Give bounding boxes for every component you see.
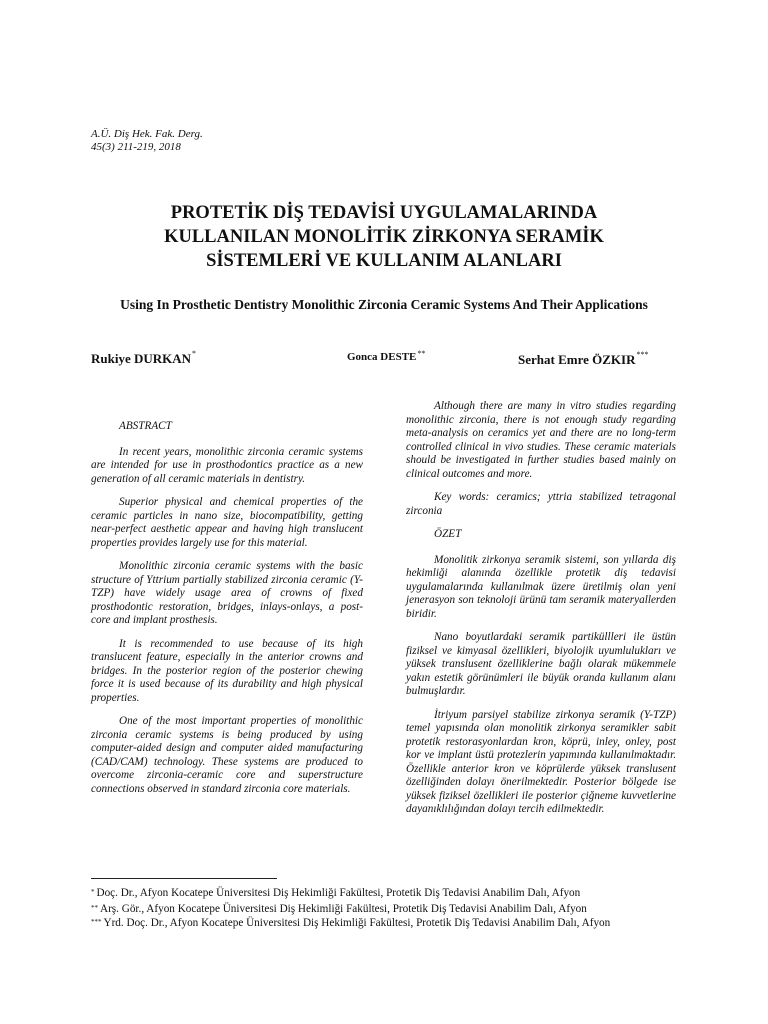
- author-mark: *: [192, 349, 197, 358]
- article-title: [80, 201, 688, 273]
- abstract-paragraph: One of the most important properties of monolithic zirconia ceramic systems is being produced by using computer-aided design and computer aided manufacturing (CAD/CAM) technology. These systems are produced to overcome zirconia-ceramic core and superstructure connections observed in standard zirconia core materials.: [91, 715, 363, 795]
- journal-name: A.Ü. Diş Hek. Fak. Derg.: [91, 128, 203, 140]
- abstract-heading: ABSTRACT: [119, 420, 172, 432]
- author-1: [91, 351, 196, 367]
- footnote-mark: *: [91, 888, 95, 896]
- abstract-paragraph: It is recommended to use because of its high translucent feature, especially in the anterior crowns and bridges. In the posterior region of the posterior chewing force it is used because of its durability and high physical properties.: [91, 637, 363, 704]
- ozet-paragraph: Nano boyutlardaki seramik partiküllleri ile üstün fiziksel ve kimyasal özellikleri, biyolojik uyumlulukları ve yüksek translusent özelliklerine bağlı olarak mükemmele yakın estetik görünümleri ile büyük oranda kullanım alanı bulmuşlardır.: [406, 631, 676, 697]
- footnote-text: Arş. Gör., Afyon Kocatepe Üniversitesi Diş Hekimliği Fakültesi, Protetik Diş Tedavisi Anabilim Dalı, Afyon: [100, 903, 587, 915]
- left-column: [91, 420, 363, 806]
- ozet-heading: ÖZET: [434, 528, 462, 540]
- footnote-text: Doç. Dr., Afyon Kocatepe Üniversitesi Diş Hekimliği Fakültesi, Protetik Diş Tedavisi Anabilim Dalı, Afyon: [96, 887, 581, 899]
- title-line-2: KULLANILAN MONOLİTİK ZİRKONYA SERAMİK: [164, 227, 604, 247]
- abstract-paragraph: Monolithic zirconia ceramic systems with the basic structure of Yttrium partially stabilized zirconia ceramic (Y-TZP) have widely usage area of crowns of fixed prosthodontic restoration, bridges, inlays-onlays, a post-core and implant prosthesis.: [91, 560, 363, 626]
- keywords: Key words: ceramics; yttria stabilized tetragonal zirconia: [406, 491, 676, 517]
- footnote-text: Yrd. Doç. Dr., Afyon Kocatepe Üniversitesi Diş Hekimliği Fakültesi, Protetik Diş Tedavisi Anabilim Dalı, Afyon: [103, 917, 611, 929]
- author-name: Serhat Emre ÖZKIR: [518, 352, 636, 367]
- title-line-1: PROTETİK DİŞ TEDAVİSİ UYGULAMALARINDA: [170, 203, 598, 223]
- abstract-paragraph: In recent years, monolithic zirconia ceramic systems are intended for use in prosthodontics practice as a new generation of all ceramic materials in dentistry.: [91, 445, 363, 485]
- abstract-continuation: Although there are many in vitro studies regarding monolithic zirconia, there is not enough study regarding meta-analysis on ceramics yet and there are no long-term controlled clinical in vivo studies. These ceramic materials should be investigated in further studies based mainly on clinical outcomes and more.: [406, 400, 676, 480]
- title-line-3: SİSTEMLERİ VE KULLANIM ALANLARI: [206, 251, 562, 271]
- ozet-paragraph: İtriyum parsiyel stabilize zirkonya seramik (Y-TZP) temel yapısında olan monolitik zirkonya seramikler sabit protetik restorasyonlardan kron, köprü, inley, onley, post kor ve implant üstü protezlerin yapımında kullanılmaktadır. Özellikle anterior kron ve köprülerde yüksek translusent özelliğinden dolayı önerilmektedir. Posterior bölgede ise yüksek fiziksel özellikleri ile posterior çiğneme kuvvetlerine dayanıklılığından dolayı tercih edilmektedir.: [406, 708, 676, 815]
- journal-citation: [91, 128, 203, 154]
- author-mark: ***: [636, 350, 649, 359]
- author-name: Rukiye DURKAN: [91, 351, 192, 366]
- journal-volume: 45(3) 211-219, 2018: [91, 141, 181, 153]
- abstract-paragraph: Superior physical and chemical properties of the ceramic particles in nano size, biocompatibility, getting near-perfect aesthetic appear and having high translucent properties provides largely use for this material.: [91, 496, 363, 549]
- author-name: Gonca DESTE: [347, 351, 417, 363]
- author-3: [518, 352, 648, 368]
- footnote-divider: [91, 878, 277, 879]
- footnote-1: [91, 887, 580, 900]
- english-title: Using In Prosthetic Dentistry Monolithic Zirconia Ceramic Systems And Their Applications: [120, 297, 648, 312]
- footnote-2: [91, 903, 587, 916]
- footnote-mark: **: [91, 904, 98, 912]
- right-column: [406, 400, 676, 827]
- footnote-mark: ***: [91, 918, 102, 926]
- author-mark: **: [417, 349, 426, 358]
- footnote-3: [91, 917, 610, 930]
- ozet-paragraph: Monolitik zirkonya seramik sistemi, son yıllarda diş hekimliği alanında özellikle protetik diş tedavisi uygulamalarında kullanılmak üzere üretilmiş olan yeni jenerasyon son teknoloji ürünü tam seramik materyallerden biridir.: [406, 553, 676, 620]
- author-2: [347, 351, 425, 363]
